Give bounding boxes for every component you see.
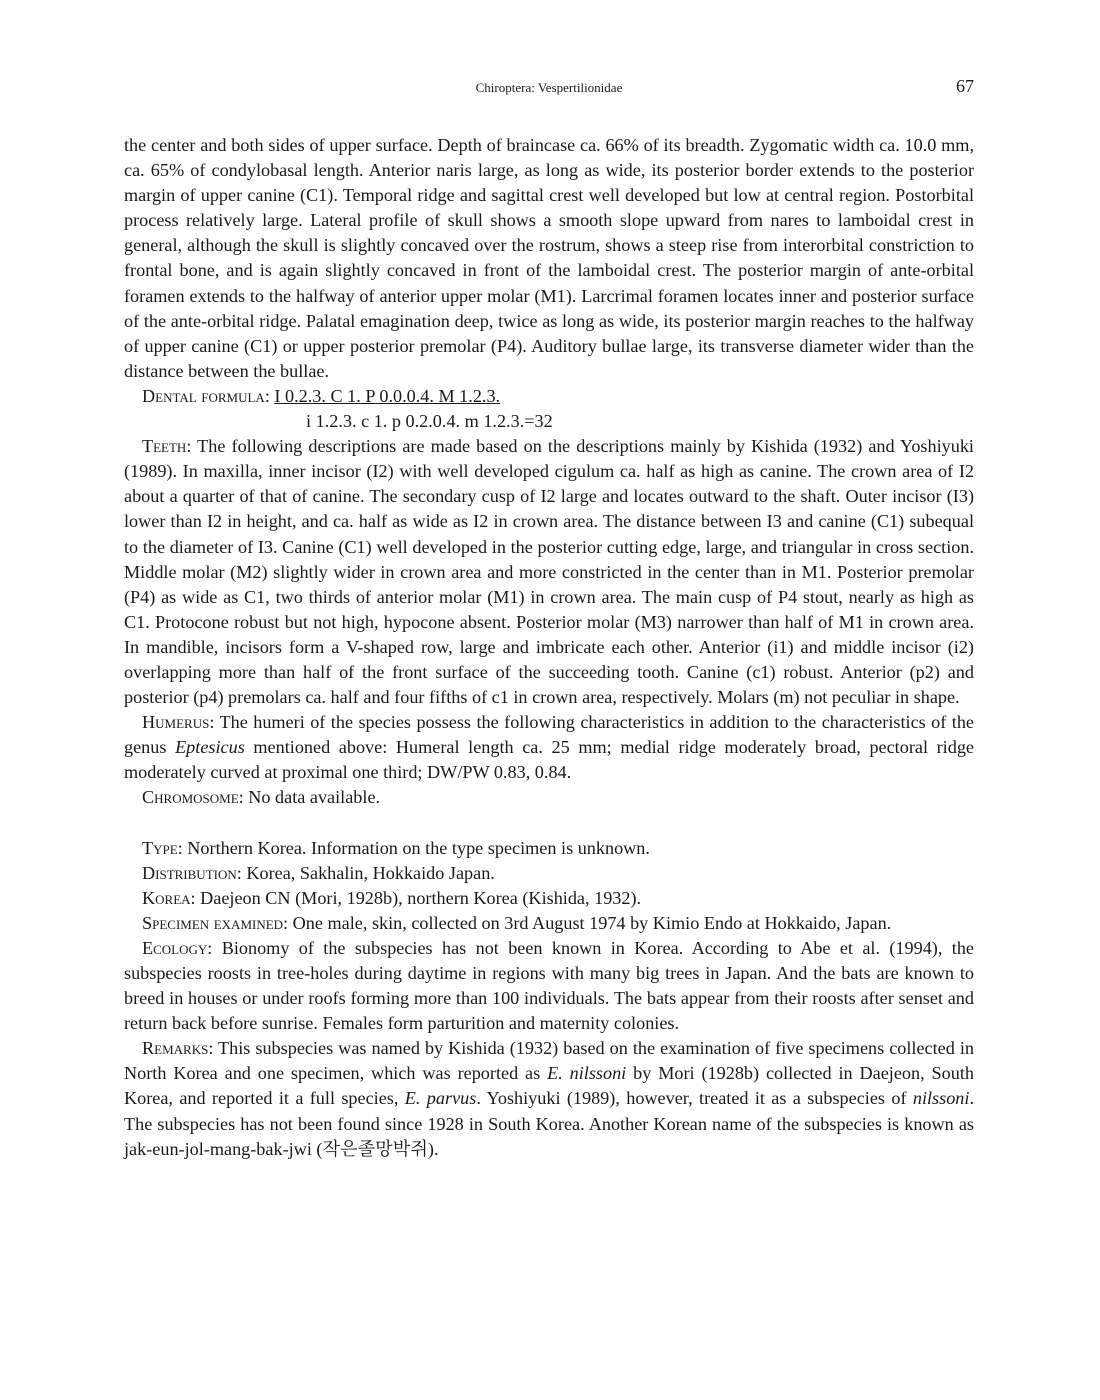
teeth-text: The following descriptions are made based on the descriptions mainly by Kishida (1932) and Yoshiyuki (1989). In maxilla, inner incisor (I2) with well developed cigulum ca. half as high as canine. The crown area of I2 about a quarter of that of canine. The secondary cusp of I2 large and locates outward to the shaft. Outer incisor (I3) lower than I2 in height, and ca. half as wide as I2 in crown area. The distance between I3 and canine (C1) subequal to the diameter of I3. Canine (C1) well developed in the posterior cutting edge, large, and triangular in cross section. Middle molar (M2) slightly wider in crown area and more constricted in the center than in M1. Posterior premolar (P4) as wide as C1, two thirds of anterior molar (M1) in crown area. The main cusp of P4 stout, nearly as high as C1. Protocone robust but not high, hypocone absent. Posterior molar (M3) narrower than half of M1 in crown area. In mandible, incisors form a V-shaped row, large and imbricate each other. Anterior (i1) and middle incisor (i2) overlapping more than half of the front surface of the succeeding tooth. Canine (c1) robust. Anterior (p2) and posterior (p4) premolars ca. half and four fifths of c1 in crown area, respectively. Molars (m) not peculiar in shape.: [124, 436, 974, 708]
chromosome-heading: Chromosome: [142, 787, 239, 808]
running-title: Chiroptera: Vespertilionidae: [475, 80, 623, 95]
korea-heading: Korea: [142, 887, 191, 908]
ecology-section: Ecology: Bionomy of the subspecies has not been known in Korea. According to Abe et al. (1994), the subspecies roosts in tree-holes during daytime in regions with many big trees in Japan. And the bats are known to breed in houses or under roofs forming more than 100 individuals. The bats appear from their roosts after senset and return back before sunrise. Females form parturition and maternity colonies.: [124, 937, 974, 1034]
humerus-text-after: mentioned above: Humeral length ca. 25 mm; medial ridge moderately broad, pectoral ridge moderately curved at proximal one third; DW/PW 0.83, 0.84.: [124, 737, 974, 783]
page-header: [124, 76, 974, 100]
remarks-name-3: nilssoni: [912, 1088, 970, 1109]
chromosome-text: No data available.: [248, 787, 381, 808]
chromosome-section: Chromosome: No data available.: [142, 787, 381, 808]
remarks-text-4: . The subspecies has not been found since 1928 in South Korea. Another Korean name of the subspecies is known as jak-eun-jol-mang-bak-jwi (작은졸망박쥐).: [124, 1088, 975, 1159]
dental-formula-upper: I 0.2.3. C 1. P 0.0.0.4. M 1.2.3.: [274, 385, 501, 406]
humerus-genus: Eptesicus: [175, 737, 245, 758]
teeth-heading: Teeth: [142, 436, 187, 457]
remarks-section: Remarks: This subspecies was named by Kishida (1932) based on the examination of five specimens collected in North Korea and one specimen, which was reported as E. nilssoni by Mori (1928b) collected in Daejeon, South Korea, and reported it a full species, E. parvus. Yoshiyuki (1989), however, treated it as a subspecies of nilssoni. The subspecies has not been found since 1928 in South Korea. Another Korean name of the subspecies is known as jak-eun-jol-mang-bak-jwi (작은졸망박쥐).: [124, 1038, 975, 1159]
type-heading: Type: [142, 837, 178, 858]
humerus-section: Humerus: The humeri of the species possess the following characteristics in addition to the characteristics of the genus Eptesicus mentioned above: Humeral length ca. 25 mm; medial ridge moderately broad, pectoral ridge moderately curved at proximal one third; DW/PW 0.83, 0.84.: [124, 712, 974, 783]
distribution-heading: Distribution: [142, 862, 237, 883]
page-number: 67: [956, 76, 974, 96]
type-section: Type: Northern Korea. Information on the type specimen is unknown.: [142, 837, 650, 858]
remarks-name-2: E. parvus: [404, 1088, 477, 1109]
dental-formula-section: Dental formula: I 0.2.3. C 1. P 0.0.0.4. M 1.2.3. i 1.2.3. c 1. p 0.2.0.4. m 1.2.3.=32: [124, 384, 974, 434]
section-spacer: [124, 811, 974, 836]
remarks-text-2: by Mori (1928b) collected in Daejeon, South Korea, and reported it a full species,: [124, 1063, 974, 1109]
specimen-examined-heading: Specimen examined: [142, 912, 284, 933]
humerus-heading: Humerus: [142, 712, 210, 733]
skull-description-paragraph: the center and both sides of upper surface. Depth of braincase ca. 66% of its breadth. Zygomatic width ca. 10.0 mm, ca. 65% of condylobasal length. Anterior naris large, as long as wide, its posterior border extends to the posterior margin of upper canine (C1). Temporal ridge and sagittal crest well developed but low at central region. Postorbital process relatively large. Lateral profile of skull shows a smooth slope upward from nares to lamboidal crest in general, although the skull is slightly concaved over the rostrum, shows a steep rise from interorbital constriction to frontal bone, and is again slightly concaved in front of the lamboidal crest. The posterior margin of ante-orbital foramen extends to the halfway of anterior upper molar (M1). Larcrimal foramen locates inner and posterior surface of the ante-orbital ridge. Palatal emagination deep, twice as long as wide, its posterior margin reaches to the halfway of upper canine (C1) or upper posterior premolar (P4). Auditory bullae large, its transverse diameter wider than the distance between the bullae.: [124, 135, 974, 381]
type-text: Northern Korea. Information on the type specimen is unknown.: [187, 837, 650, 858]
remarks-text-1: This subspecies was named by Kishida (1932) based on the examination of five specimens collected in North Korea and one specimen, which was reported as: [124, 1038, 974, 1084]
distribution-section: Distribution: Korea, Sakhalin, Hokkaido Japan.: [142, 862, 495, 883]
humerus-text-before: The humeri of the species possess the following characteristics in addition to the characteristics of the genus: [124, 712, 974, 758]
dental-formula-heading: Dental formula: [142, 385, 265, 406]
specimen-examined-text: One male, skin, collected on 3rd August 1974 by Kimio Endo at Hokkaido, Japan.: [292, 912, 892, 933]
ecology-text: Bionomy of the subspecies has not been known in Korea. According to Abe et al. (1994), the subspecies roosts in tree-holes during daytime in regions with many big trees in Japan. And the bats are known to breed in houses or under roofs forming more than 100 individuals. The bats appear from their roosts after senset and return back before sunrise. Females form parturition and maternity colonies.: [124, 937, 974, 1034]
ecology-heading: Ecology: [142, 937, 208, 958]
korea-text: Daejeon CN (Mori, 1928b), northern Korea (Kishida, 1932).: [200, 887, 642, 908]
teeth-section: Teeth: The following descriptions are made based on the descriptions mainly by Kishida (1932) and Yoshiyuki (1989). In maxilla, inner incisor (I2) with well developed cigulum ca. half as high as canine. The crown area of I2 about a quarter of that of canine. The secondary cusp of I2 large and locates outward to the shaft. Outer incisor (I3) lower than I2 in height, and ca. half as wide as I2 in crown area. The distance between I3 and canine (C1) subequal to the diameter of I3. Canine (C1) well developed in the posterior cutting edge, large, and triangular in cross section. Middle molar (M2) slightly wider in crown area and more constricted in the center than in M1. Posterior premolar (P4) as wide as C1, two thirds of anterior molar (M1) in crown area. The main cusp of P4 stout, nearly as high as C1. Protocone robust but not high, hypocone absent. Posterior molar (M3) narrower than half of M1 in crown area. In mandible, incisors form a V-shaped row, large and imbricate each other. Anterior (i1) and middle incisor (i2) overlapping more than half of the front surface of the succeeding tooth. Canine (c1) robust. Anterior (p2) and posterior (p4) premolars ca. half and four fifths of c1 in crown area, respectively. Molars (m) not peculiar in shape.: [124, 436, 974, 708]
dental-formula-lower: i 1.2.3. c 1. p 0.2.0.4. m 1.2.3.=32: [306, 411, 553, 432]
distribution-text: Korea, Sakhalin, Hokkaido Japan.: [246, 862, 495, 883]
remarks-name-1: E. nilssoni: [547, 1063, 627, 1084]
remarks-heading: Remarks: [142, 1038, 209, 1059]
specimen-examined-section: Specimen examined: One male, skin, collected on 3rd August 1974 by Kimio Endo at Hokkaido, Japan.: [142, 912, 892, 933]
korea-section: Korea: Daejeon CN (Mori, 1928b), northern Korea (Kishida, 1932).: [142, 887, 642, 908]
remarks-text-3: . Yoshiyuki (1989), however, treated it as a subspecies of: [476, 1088, 907, 1109]
page-body: [124, 133, 974, 1162]
